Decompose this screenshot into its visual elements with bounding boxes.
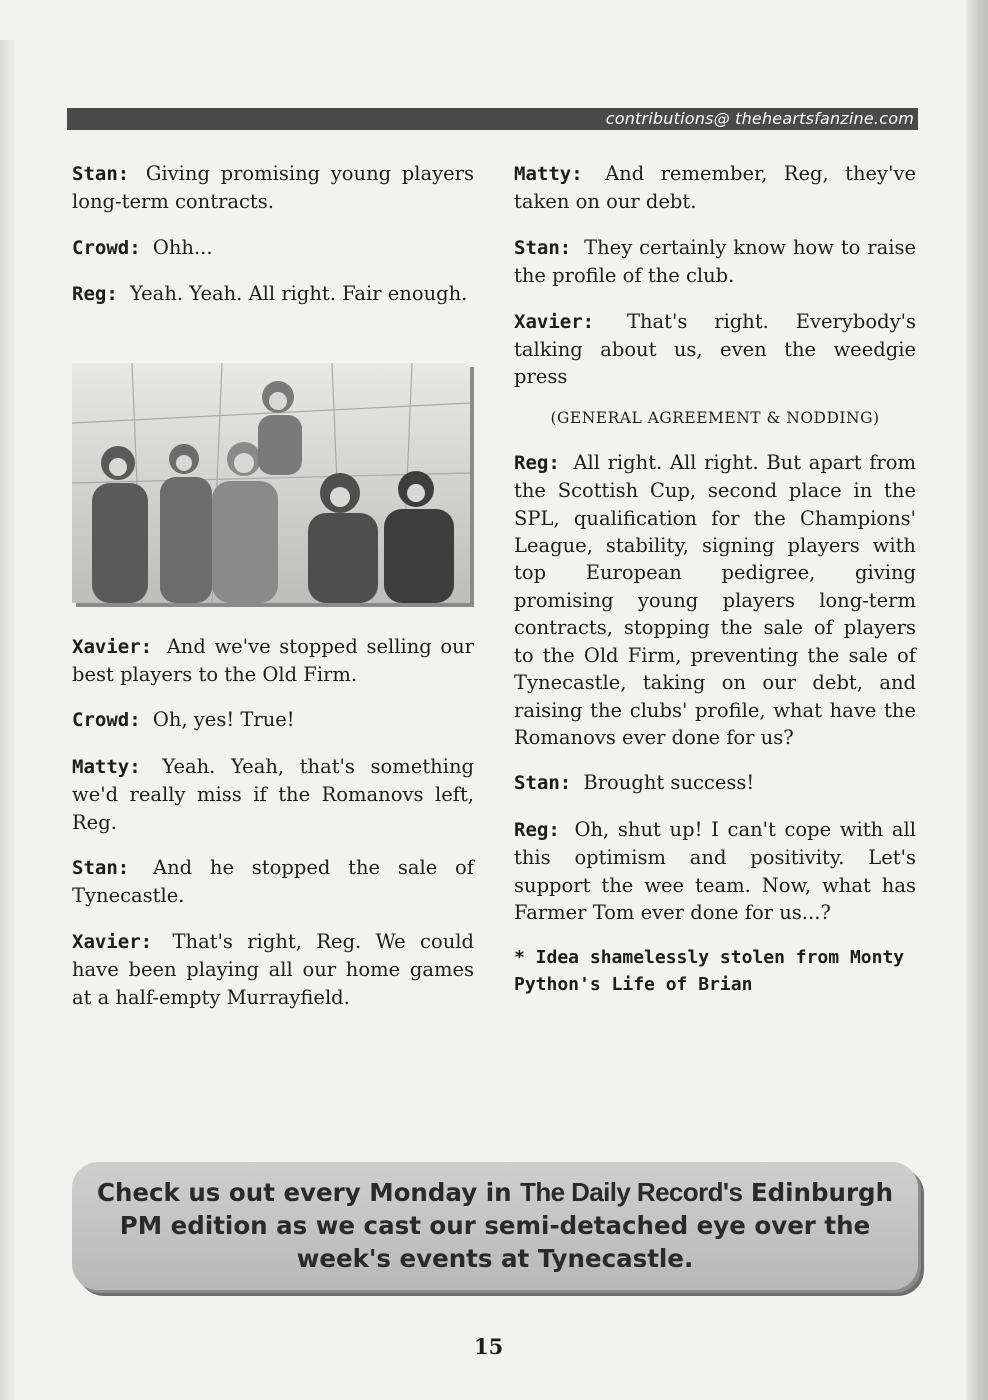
page-number: 15 [474, 1334, 504, 1359]
stage-direction: (GENERAL AGREEMENT & NODDING) [550, 408, 880, 427]
dialogue-text: And he stopped the sale of Tynecastle. [72, 856, 475, 908]
speaker-name: Stan: [72, 857, 130, 880]
speaker-name: Xavier: [514, 310, 595, 333]
dialogue-text: Brought success! [583, 771, 755, 795]
dialogue-text: That's right. Everybody's talking about us, even the weedgie press [514, 309, 916, 389]
page-edge-left [0, 40, 14, 1400]
speaker-name: Xavier: [72, 635, 153, 658]
dialogue-line [514, 816, 916, 927]
left-column [72, 160, 474, 1029]
dialogue-text: Oh, shut up! I can't cope with all this optimism and positivity. Let's support the wee team. Now, what has Farmer Tom ever done for us...? [514, 817, 916, 924]
dialogue-text: And we've stopped selling our best players to the Old Firm. [72, 634, 474, 687]
dialogue-text: Ohh... [152, 235, 213, 259]
dialogue-line [72, 854, 474, 910]
dialogue-line [514, 160, 916, 216]
dialogue-line [72, 160, 474, 216]
dialogue-line [72, 234, 474, 262]
dialogue-line [514, 234, 916, 290]
promo-banner [72, 1162, 918, 1290]
speaker-name: Reg: [72, 283, 118, 306]
speaker-name: Crowd: [72, 236, 141, 259]
speaker-name: Xavier: [72, 930, 153, 953]
right-column [514, 160, 916, 998]
dialogue-line [514, 308, 916, 391]
dialogue-text: Oh, yes! True! [152, 708, 295, 732]
promo-brand: The Daily Record's [520, 1177, 743, 1207]
promo-suffix: Edinburgh PM edition as we cast our semi-detached eye over the week's events at Tynecastle. [119, 1178, 894, 1273]
dialogue-text: That's right, Reg. We could have been playing all our home games at a half-empty Murrayfield. [72, 929, 474, 1009]
dialogue-block [72, 633, 474, 1011]
header-bar [67, 108, 918, 130]
footnote: * Idea shamelessly stolen from Monty Python's Life of Brian [514, 947, 905, 996]
dialogue-text: Yeah. Yeah. All right. Fair enough. [129, 282, 468, 306]
dialogue-block [514, 160, 916, 391]
dialogue-block [514, 449, 916, 927]
promo-prefix: Check us out every Monday in [96, 1178, 521, 1207]
dialogue-line [514, 449, 916, 751]
promo-text [92, 1176, 898, 1275]
speaker-name: Matty: [514, 163, 583, 185]
speaker-name: Crowd: [72, 709, 141, 732]
dialogue-text: Giving promising young players long-term contracts. [72, 162, 474, 214]
dialogue-line [72, 928, 474, 1011]
dialogue-text: They certainly know how to raise the profile of the club. [514, 235, 917, 288]
page-edge-right [966, 0, 988, 1400]
dialogue-line [514, 769, 916, 797]
group-photo-illustration [72, 363, 470, 603]
speaker-name: Reg: [514, 818, 560, 841]
speaker-name: Stan: [514, 236, 572, 259]
contributions-email[interactable]: contributions@ theheartsfanzine.com [605, 109, 914, 128]
dialogue-line [72, 633, 474, 689]
dialogue-line [72, 706, 474, 734]
speaker-name: Matty: [72, 755, 141, 778]
dialogue-block [72, 160, 474, 309]
dialogue-line [72, 753, 474, 836]
dialogue-line [72, 280, 474, 308]
dialogue-text: Yeah. Yeah, that's something we'd really miss if the Romanovs left, Reg. [72, 754, 474, 834]
speaker-name: Stan: [72, 163, 130, 185]
speaker-name: Stan: [514, 772, 572, 795]
speaker-name: Reg: [514, 451, 560, 474]
dialogue-text: All right. All right. But apart from the Scottish Cup, second place in the SPL, qualification for the Champions' League, stability, signing players with top European pedigree, giving promising young players long-term contracts, stopping the sale of players to the Old Firm, preventing the sale of Tynecastle, taking on our debt, and raising the clubs' profile, what have the Romanovs ever done for us? [514, 450, 916, 749]
dialogue-text: And remember, Reg, they've taken on our debt. [514, 162, 916, 214]
group-photo [72, 363, 470, 603]
